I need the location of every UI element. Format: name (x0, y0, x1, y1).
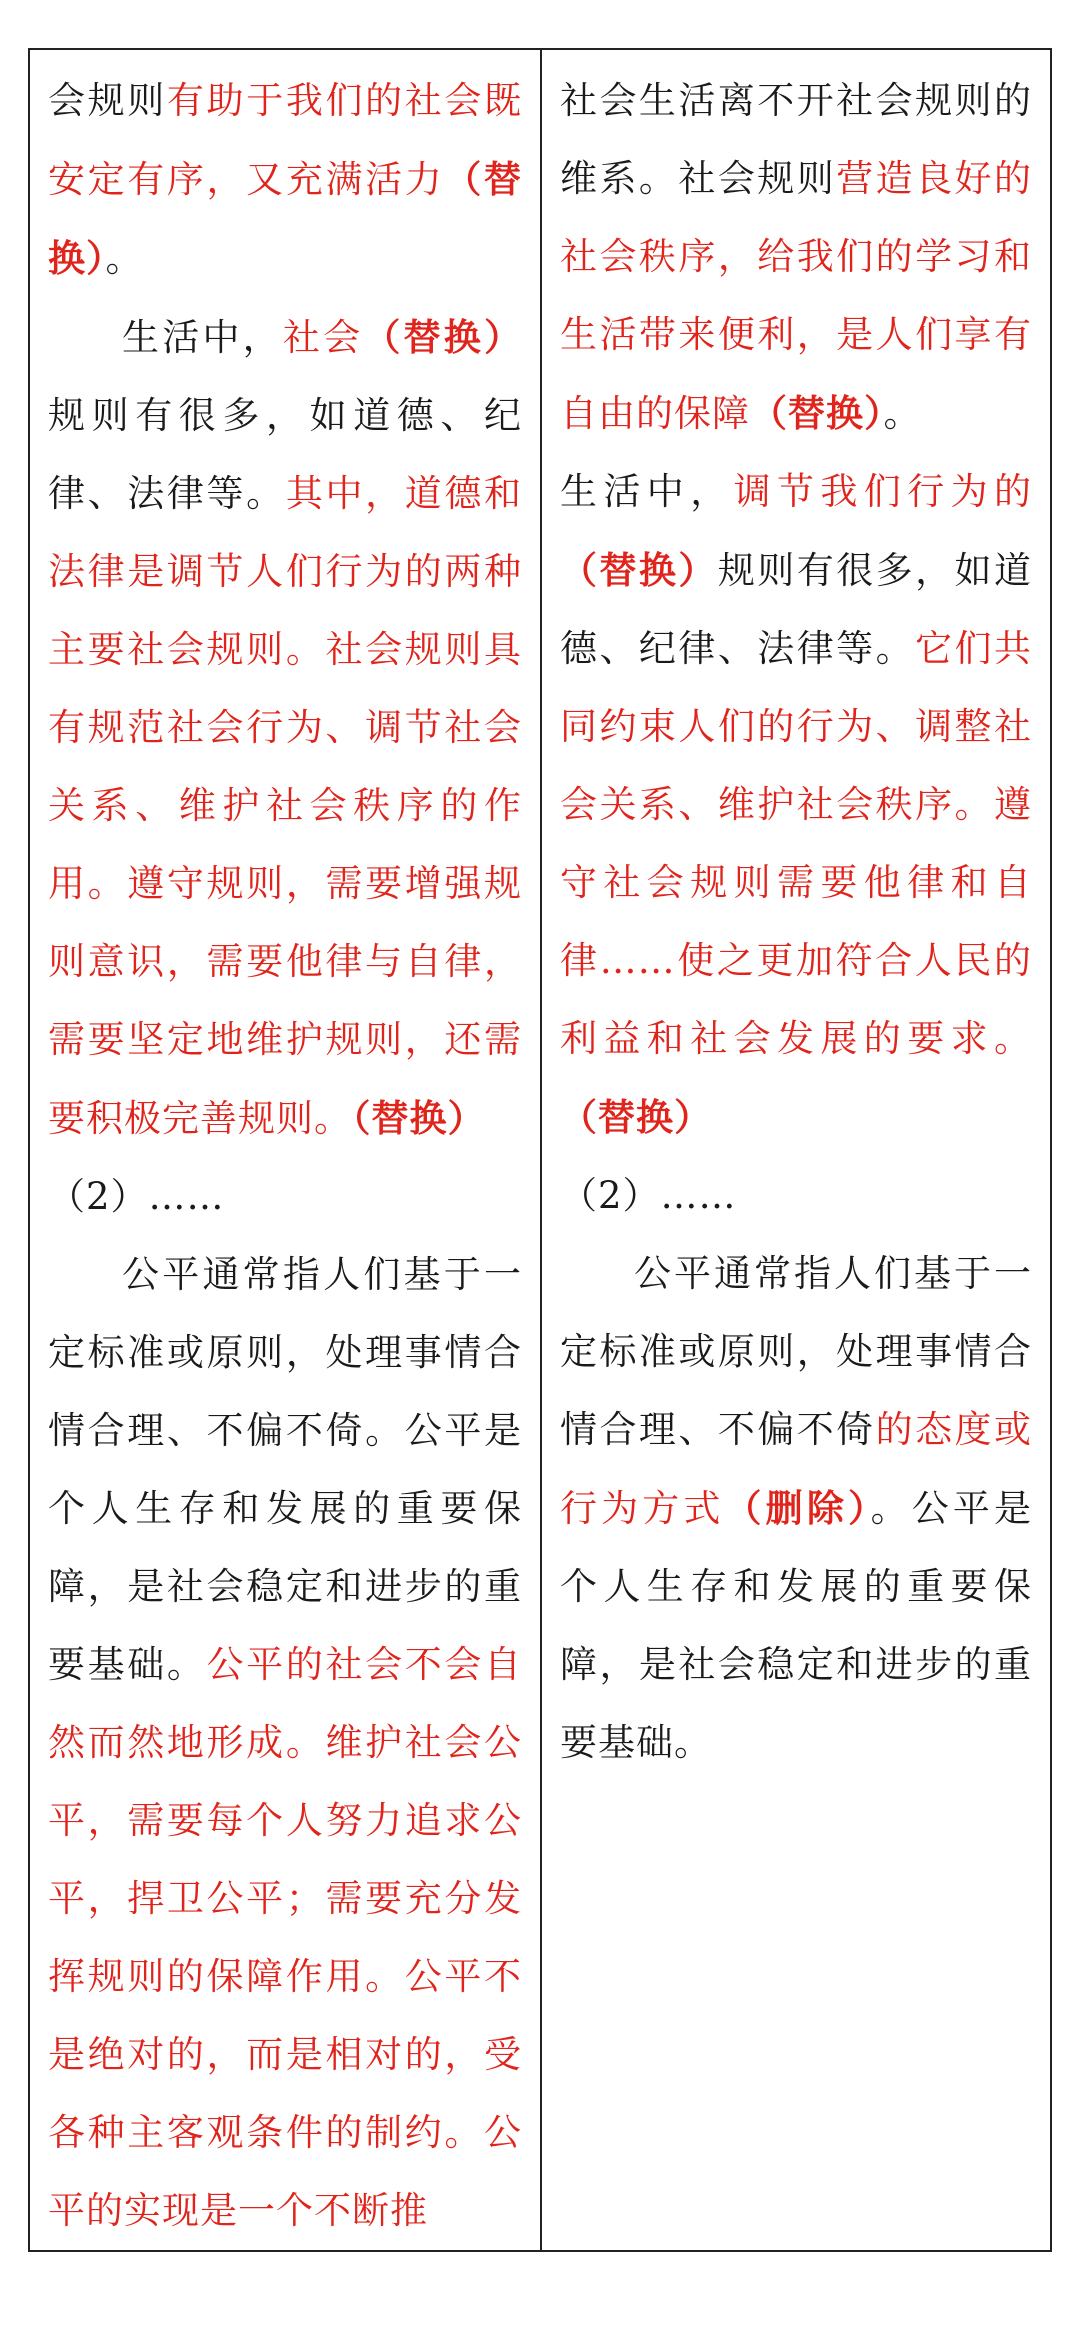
right-p2-highlight-1: 调节我们行为的 (733, 470, 1033, 513)
right-paragraph-3 (560, 1157, 1032, 1235)
left-column (30, 50, 542, 2250)
left-p2-text-1: 生活中， (122, 316, 283, 359)
right-p2-text-2: 规则有很多，如道德、纪律、法律等。 (560, 549, 1033, 670)
left-p4-highlight: 公平的社会不会自然而然地形成。维护社会公平，需要每个人努力追求公平，捍卫公平；需要充分发挥规则的保障作用。公平不是绝对的，而是相对的，受各种主客观条件的制约。公平的实现是一个不断推 (48, 1643, 523, 2232)
right-p2-tag-1: （替换） (560, 548, 718, 592)
right-p3-text: （2）…… (560, 1174, 737, 1217)
right-p2-text-1: 生活中， (560, 470, 734, 513)
left-p1-text-1: 会规则 (48, 79, 167, 122)
right-p1-text-2: 。 (883, 392, 922, 435)
right-paragraph-1 (560, 62, 1032, 453)
right-paragraph-4 (560, 1235, 1032, 1782)
left-p2-text-2: 规则有很多，如道德、纪律、法律等。 (48, 394, 522, 515)
left-p2-highlight-1: 社会 (282, 316, 364, 359)
left-paragraph-3 (48, 1158, 522, 1236)
left-p2-highlight-2: 其中，道德和法律是调节人们行为的两种主要社会规则。社会规则具有规范社会行为、调节社会关系、维护社会秩序的作用。遵守规则，需要增强规则意识，需要他律与自律，需要坚定地维护规则，还需要积极完善规则。 (48, 472, 523, 1140)
right-p2-tag-2: （替换） (560, 1095, 712, 1139)
left-p2-tag-1: （替换） (363, 315, 523, 359)
left-p1-tag: （替换） (48, 157, 523, 280)
left-p3-text: （2）…… (48, 1175, 225, 1218)
left-p2-tag-2: （替换） (352, 1096, 486, 1140)
right-p4-highlight: 的态度或行为方式 (560, 1408, 1033, 1530)
left-p1-highlight: 有助于我们的社会既安定有序，又充满活力 (48, 79, 523, 201)
left-paragraph-4 (48, 1236, 522, 2250)
right-p1-text-1: 社会生活离不开社会规则的维系。社会规则 (560, 79, 1032, 200)
right-p4-text-1: 公平通常指人们基于一定标准或原则，处理事情合情合理、不偏不倚 (560, 1252, 1032, 1451)
left-p1-text-2: 。 (105, 237, 144, 280)
right-p2-highlight-2: 它们共同约束人们的行为、调整社会关系、维护社会秩序。遵守社会规则需要他律和自律……使之更加符合人民的利益和社会发展的要求。 (560, 627, 1033, 1060)
left-paragraph-2 (48, 298, 522, 1158)
comparison-table (28, 48, 1052, 2252)
right-p1-tag: （替换） (750, 391, 884, 435)
right-p4-text-2: 。公平是个人生存和发展的重要保障，是社会稳定和进步的重要基础。 (560, 1487, 1033, 1764)
left-p4-text-1: 公平通常指人们基于一定标准或原则，处理事情合情合理、不偏不倚。公平是个人生存和发展的重要保障，是社会稳定和进步的重要基础。 (48, 1253, 522, 1686)
right-column (542, 50, 1050, 2250)
right-paragraph-2 (560, 453, 1032, 1157)
right-p1-highlight: 营造良好的社会秩序，给我们的学习和生活带来便利，是人们享有自由的保障 (560, 157, 1033, 435)
right-p4-tag: （删除） (724, 1486, 871, 1530)
left-paragraph-1 (48, 62, 522, 298)
